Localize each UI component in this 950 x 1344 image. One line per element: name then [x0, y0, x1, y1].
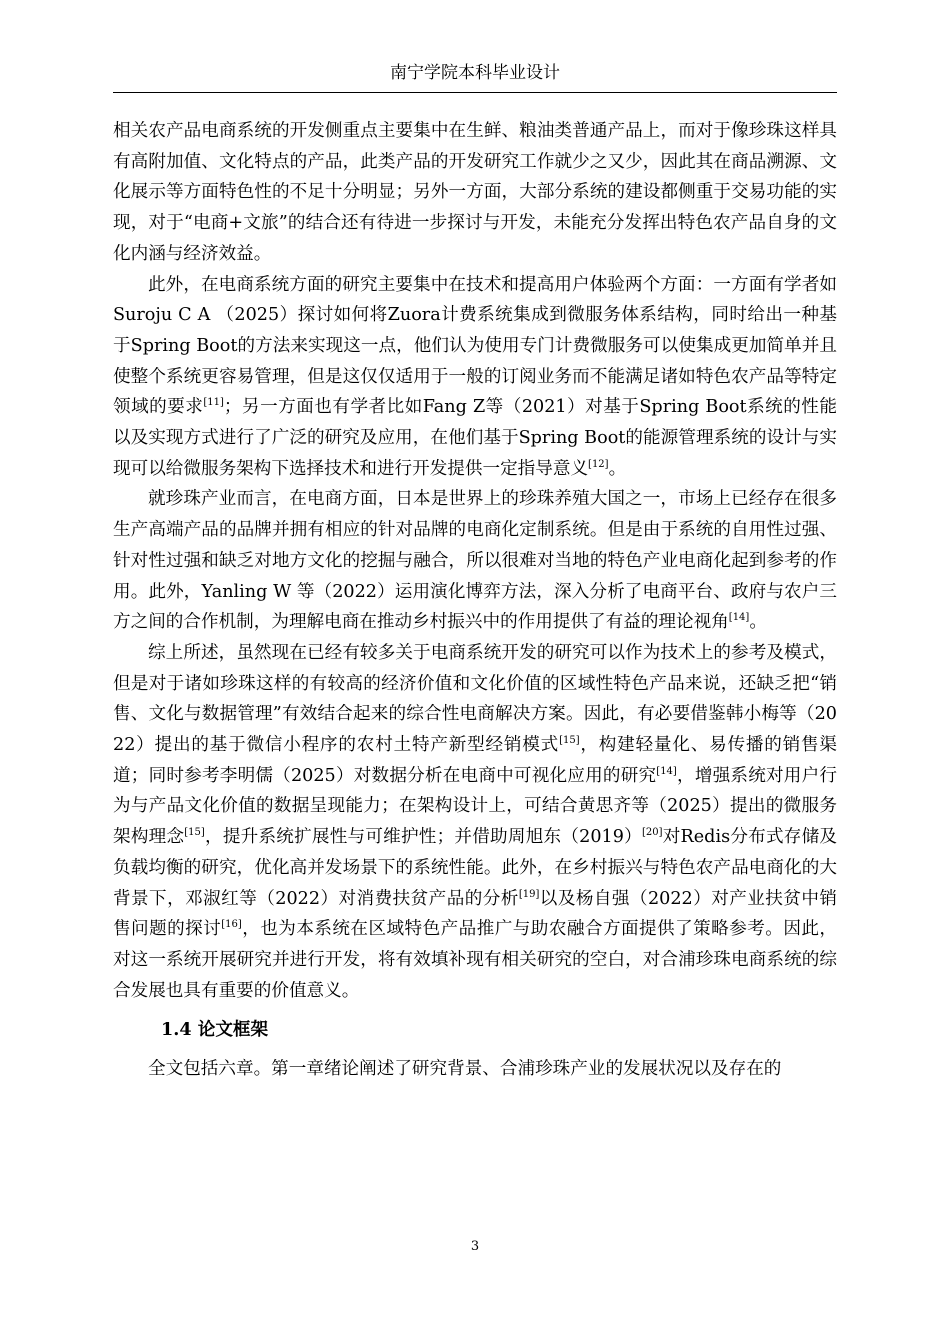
paragraph: [113, 638, 837, 1006]
citation-marker: [12]: [588, 458, 609, 470]
paragraph-text: 综上所述，虽然现在已经有较多关于电商系统开发的研究可以作为技术上的参考及模式，但是对于诸如珍珠这样的有较高的经济价值和文化价值的区域性特色产品来说，还缺乏把“销售、文化与数据管理”有效结合起来的综合性电商解决方案。因此，有必要借鉴韩小梅等（2022）提出的基于微信小程序的农村土特产新型经销模式: [113, 642, 837, 756]
citation-marker: [14]: [728, 612, 750, 624]
paragraph-text: 。: [749, 612, 767, 633]
last-paragraph: 全文包括六章。第一章绪论阐述了研究背景、合浦珍珠产业的发展状况以及存在的: [148, 1059, 782, 1080]
paragraph-text: 以及杨自强（2022）对产业扶贫中销售问题的探讨: [113, 888, 837, 940]
citation-marker: [11]: [203, 397, 224, 409]
citation-marker: [14]: [656, 765, 677, 777]
paragraph-text: 就珍珠产业而言，在电商方面，日本是世界上的珍珠养殖大国之一，市场上已经存在很多生产高端产品的品牌并拥有相应的针对品牌的电商化定制系统。但是由于系统的自用性过强、针对性过强和缺乏对地方文化的挖掘与融合，所以很难对当地的特色产业电商化起到参考的作用。此外，Yanling W 等（2022）运用演化博弈方法，深入分析了电商平台、政府与农户三方之间的合作机制，为理解电商在推动乡村振兴中的作用提供了有益的理论视角: [113, 489, 837, 633]
page-number: 3: [470, 1239, 480, 1254]
paragraph-text: 对Redis分布式存储及负载均衡的研究，优化高并发场景下的系统性能。此外，在乡村振兴与特色农产品电商化的大背景下，邓淑红等（2022）对消费扶贫产品的分析: [113, 827, 837, 909]
citation-marker: [15]: [559, 735, 580, 747]
citation-marker: [20]: [641, 827, 663, 839]
paragraph-text: ，也为本系统在区域特色产品推广与助农融合方面提供了策略参考。因此，对这一系统开展研究并进行开发，将有效填补现有相关研究的空白，对合浦珍珠电商系统的综合发展也具有重要的价值意义。: [113, 919, 837, 1001]
paragraph: [113, 116, 837, 270]
citation-marker: [15]: [184, 827, 205, 839]
page-body: [113, 116, 837, 1085]
paragraph-text: ；另一方面也有学者比如Fang Z等（2021）对基于Spring Boot系统的性能以及实现方式进行了广泛的研究及应用，在他们基于Spring Boot的能源管理系统的设计与实现可以给微服务架构下选择技术和进行开发提供一定指导意义: [113, 397, 837, 479]
page-header: 南宁学院本科毕业设计: [390, 63, 560, 83]
paragraph-list: [113, 116, 837, 1006]
paragraph-text: ，提升系统扩展性与可维护性；并借助周旭东（2019）: [204, 827, 642, 848]
paragraph-text: ，增强系统对用户行为与产品文化价值的数据呈现能力；在架构设计上，可结合黄思齐等（2025）提出的微服务架构理念: [113, 765, 837, 848]
section-heading: 1.4 论文框架: [161, 1019, 269, 1041]
citation-marker: [16]: [221, 919, 242, 931]
paragraph-text: ，构建轻量化、易传播的销售渠道；同时参考李明儒（2025）对数据分析在电商中可视化应用的研究: [113, 735, 837, 786]
header-rule: [113, 92, 837, 93]
citation-marker: [19]: [518, 888, 540, 900]
paragraph: [113, 270, 837, 485]
paragraph-text: 相关农产品电商系统的开发侧重点主要集中在生鲜、粮油类普通产品上，而对于像珍珠这样具有高附加值、文化特点的产品，此类产品的开发研究工作就少之又少，因此其在商品溯源、文化展示等方面特色性的不足十分明显；另外一方面，大部分系统的建设都侧重于交易功能的实现，对于“电商+文旅”的结合还有待进一步探讨与开发，未能充分发挥出特色农产品自身的文化内涵与经济效益。: [113, 121, 837, 264]
paragraph-text: 此外，在电商系统方面的研究主要集中在技术和提高用户体验两个方面：一方面有学者如Suroju C A （2025）探讨如何将Zuora计费系统集成到微服务体系结构，同时给出一种基于Spring Boot的方法来实现这一点，他们认为使用专门计费微服务可以使集成更加简单并且使整个系统更容易管理，但是这仅仅适用于一般的订阅业务而不能满足诸如特色农产品等特定领域的要求: [113, 274, 837, 418]
paragraph: [113, 484, 837, 638]
paragraph-text: 。: [608, 458, 627, 479]
